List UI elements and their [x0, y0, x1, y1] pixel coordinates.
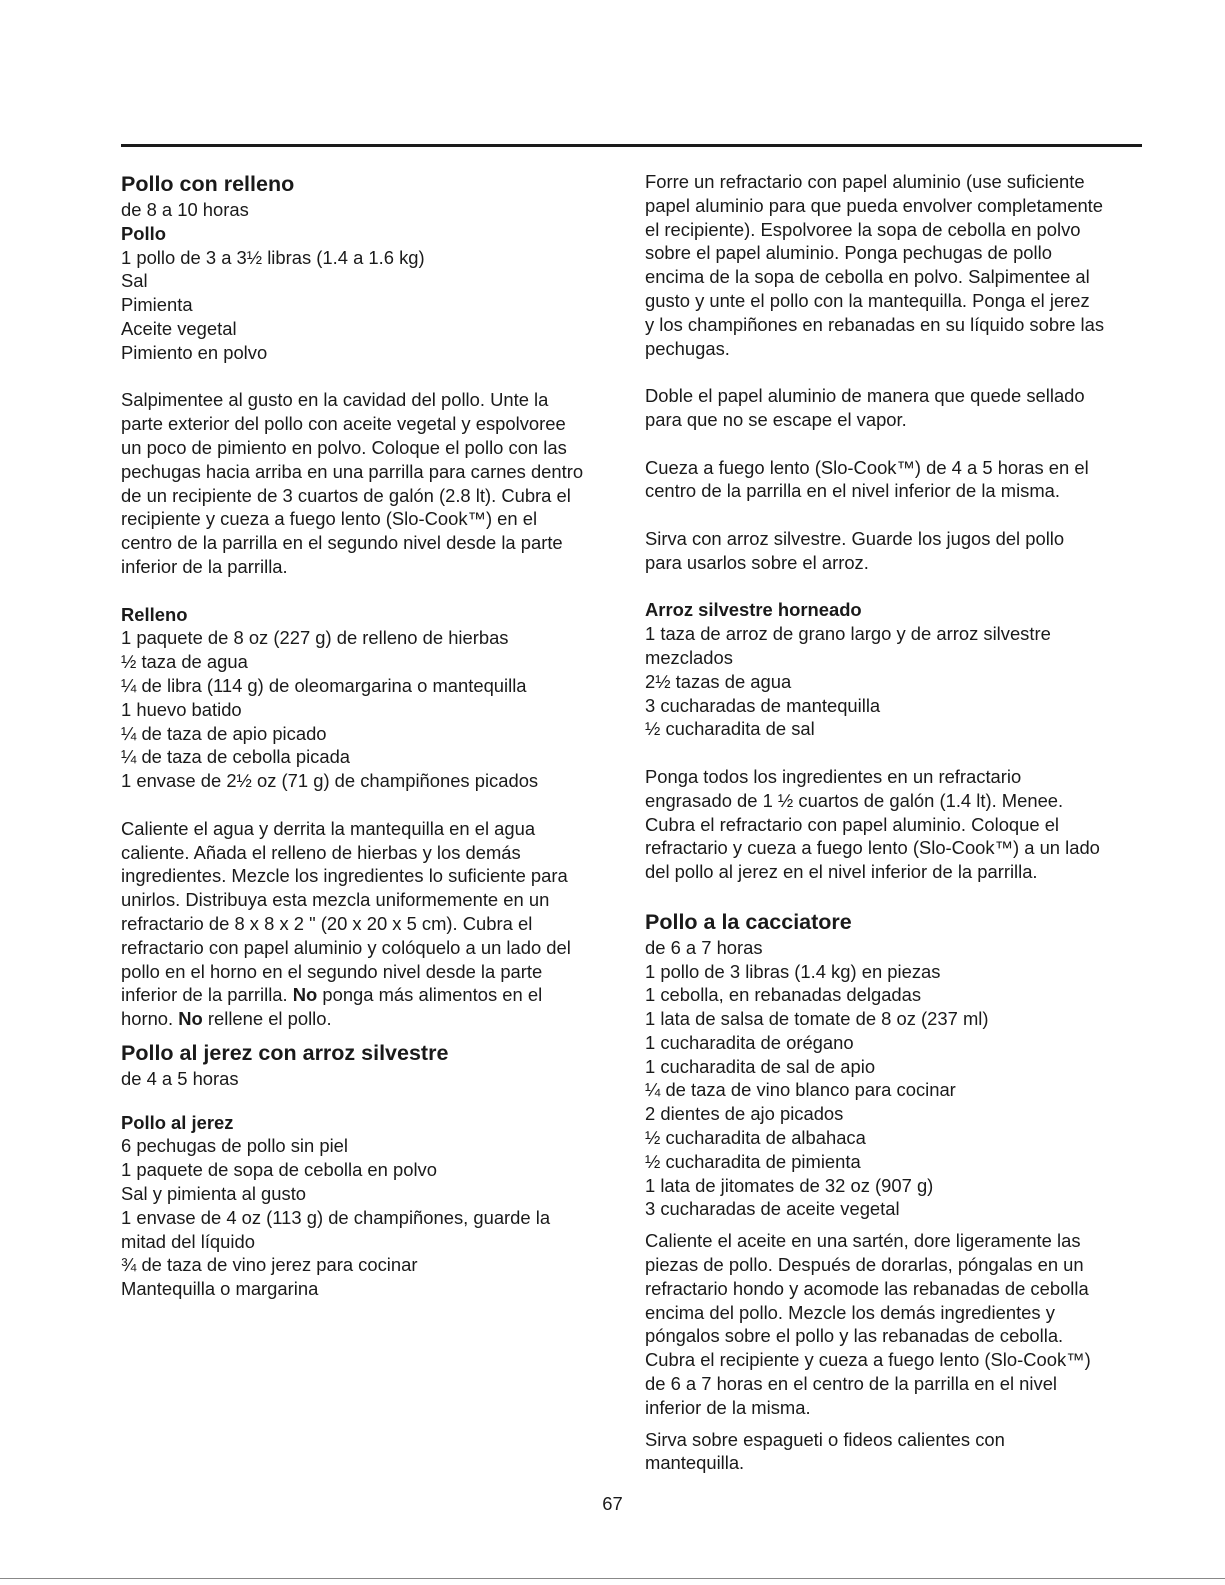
text-line: piezas de pollo. Después de dorarlas, póngalas en un: [645, 1254, 1084, 1276]
ingredient: 1 cucharadita de orégano: [645, 1031, 854, 1053]
ingredient: Aceite vegetal: [121, 317, 237, 339]
recipe-title: Pollo con relleno: [121, 172, 295, 196]
text-line: Salpimentee al gusto en la cavidad del pollo. Unte la: [121, 389, 549, 411]
text-line: Ponga todos los ingredientes en un refractario: [645, 765, 1022, 787]
cook-time: de 6 a 7 horas: [645, 936, 763, 958]
ingredient: 3 cucharadas de mantequilla: [645, 694, 881, 716]
text-line: de 6 a 7 horas en el centro de la parrilla en el nivel: [645, 1373, 1058, 1395]
text-line: refractario de 8 x 8 x 2 " (20 x 20 x 5 cm). Cubra el: [121, 912, 533, 934]
ingredient: ½ cucharadita de sal: [645, 718, 815, 740]
ingredient: 2 dientes de ajo picados: [645, 1103, 844, 1125]
text-line: Cubra el recipiente y cueza a fuego lento (Slo-Cook™): [645, 1349, 1091, 1371]
text-line: y los champiñones en rebanadas en su líquido sobre las: [645, 313, 1105, 335]
ingredient: ¼ de taza de apio picado: [121, 722, 327, 744]
ingredient: 1 lata de jitomates de 32 oz (907 g): [645, 1174, 934, 1196]
ingredient-list: [121, 1134, 621, 1301]
ingredient-list: [121, 626, 621, 793]
text-line: encima de la sopa de cebolla en polvo. Salpimentee al: [645, 266, 1090, 288]
ingredient: Sal: [121, 270, 148, 292]
instructions-paragraph: [121, 388, 621, 578]
ingredient: 1 envase de 4 oz (113 g) de champiñones, guarde la: [121, 1206, 551, 1228]
text-line: Sirva con arroz silvestre. Guarde los jugos del pollo: [645, 527, 1065, 549]
ingredient-list: [121, 246, 621, 365]
text-line: inferior de la misma.: [645, 1396, 811, 1418]
text-line: Forre un refractario con papel aluminio (use suficiente: [645, 171, 1085, 192]
text-line: Caliente el agua y derrita la mantequilla en el agua: [121, 817, 536, 839]
text-line: el recipiente). Espolvoree la sopa de cebolla en polvo: [645, 218, 1081, 240]
text-line: caliente. Añada el relleno de hierbas y los demás: [121, 841, 521, 863]
ingredient: ¼ de taza de vino blanco para cocinar: [645, 1079, 956, 1101]
ingredient: 1 taza de arroz de grano largo y de arroz silvestre: [645, 623, 1051, 645]
text-line: pechugas.: [645, 337, 730, 359]
instructions-paragraph: [645, 527, 1150, 575]
instructions-paragraph: [645, 384, 1150, 432]
text-line: encima del pollo. Mezcle los demás ingredientes y: [645, 1301, 1055, 1323]
text-line: para que no se escape el vapor.: [645, 408, 907, 430]
text-line: unirlos. Distribuya esta mezcla uniformemente en un: [121, 889, 550, 911]
recipe-title: Pollo a la cacciatore: [645, 909, 852, 934]
text-line: Cueza a fuego lento (Slo-Cook™) de 4 a 5 horas en el: [645, 456, 1089, 478]
text-line: refractario con papel aluminio y colóquelo a un lado del: [121, 936, 571, 958]
ingredient: 1 huevo batido: [121, 698, 242, 720]
instructions-paragraph: [645, 765, 1150, 884]
instructions-paragraph: [645, 170, 1150, 360]
text-line: de un recipiente de 3 cuartos de galón (2.8 lt). Cubra el: [121, 484, 571, 506]
text-line: engrasado de 1 ½ cuartos de galón (1.4 lt). Menee.: [645, 789, 1064, 811]
text-line: Caliente el aceite en una sartén, dore ligeramente las: [645, 1230, 1081, 1252]
ingredient: 1 pollo de 3 libras (1.4 kg) en piezas: [645, 960, 941, 982]
ingredient: Sal y pimienta al gusto: [121, 1183, 307, 1205]
text-line: Cubra el refractario con papel aluminio. Coloque el: [645, 813, 1060, 835]
text-line: parte exterior del pollo con aceite vegetal y espolvoree: [121, 413, 566, 435]
subheading: Relleno: [121, 603, 188, 625]
text-line: inferior de la parrilla.: [121, 555, 288, 577]
subheading: Pollo al jerez: [121, 1111, 234, 1133]
top-rule: [121, 144, 1142, 147]
text-line: sobre el papel aluminio. Ponga pechugas de pollo: [645, 242, 1052, 264]
ingredient-list: [645, 622, 1150, 741]
instructions-paragraph: [645, 1428, 1150, 1476]
subheading: Pollo: [121, 222, 166, 244]
text-line: refractario y cueza a fuego lento (Slo-Cook™) a un lado: [645, 837, 1100, 859]
ingredient: mezclados: [645, 646, 733, 668]
ingredient: 2½ tazas de agua: [645, 670, 792, 692]
text-line: pollo en el horno en el segundo nivel desde la parte: [121, 960, 543, 982]
ingredient: ¼ de taza de cebolla picada: [121, 746, 351, 768]
ingredient: ¾ de taza de vino jerez para cocinar: [121, 1254, 418, 1276]
ingredient: 1 lata de salsa de tomate de 8 oz (237 ml): [645, 1008, 989, 1030]
text-line: recipiente y cueza a fuego lento (Slo-Cook™) en el: [121, 508, 538, 530]
ingredient: Pimienta: [121, 294, 193, 316]
ingredient: 1 paquete de sopa de cebolla en polvo: [121, 1159, 437, 1181]
recipe-title: Pollo al jerez con arroz silvestre: [121, 1040, 449, 1065]
text-line: Sirva sobre espagueti o fideos calientes con: [645, 1428, 1005, 1450]
text-line: pechugas hacia arriba en una parrilla para carnes dentro: [121, 460, 584, 482]
page-number: 67: [602, 1493, 623, 1514]
cook-time: de 4 a 5 horas: [121, 1067, 239, 1089]
text-line: gusto y unte el pollo con la mantequilla. Ponga el jerez: [645, 289, 1090, 311]
ingredient: ½ taza de agua: [121, 651, 248, 673]
text-line: papel aluminio para que pueda envolver completamente: [645, 194, 1104, 216]
ingredient: ¼ de libra (114 g) de oleomargarina o mantequilla: [121, 674, 527, 696]
emphasis-no: No: [292, 984, 318, 1006]
ingredient: Mantequilla o margarina: [121, 1278, 319, 1300]
cook-time: de 8 a 10 horas: [121, 199, 249, 220]
text-line: centro de la parrilla en el segundo nivel desde la parte: [121, 532, 563, 554]
emphasis-no: No: [178, 1008, 203, 1030]
text-line: para usarlos sobre el arroz.: [645, 551, 869, 573]
text-line: refractario hondo y acomode las rebanadas de cebolla: [645, 1277, 1089, 1299]
ingredient: 6 pechugas de pollo sin piel: [121, 1135, 348, 1157]
ingredient: 1 cucharadita de sal de apio: [645, 1055, 876, 1077]
instructions-paragraph: [645, 1229, 1150, 1419]
ingredient: 3 cucharadas de aceite vegetal: [645, 1198, 900, 1220]
text-line: del pollo al jerez en el nivel inferior de la parrilla.: [645, 861, 1038, 883]
text-line: inferior de la parrilla. No ponga más alimentos en el: [121, 984, 543, 1006]
text-line: horno. No rellene el pollo.: [121, 1008, 332, 1030]
ingredient: 1 paquete de 8 oz (227 g) de relleno de hierbas: [121, 627, 509, 649]
ingredient: Pimiento en polvo: [121, 341, 268, 363]
ingredient: 1 cebolla, en rebanadas delgadas: [645, 984, 922, 1006]
ingredient-list: [645, 960, 1150, 1222]
text-line: Doble el papel aluminio de manera que quede sellado: [645, 385, 1085, 407]
text-line: un poco de pimiento en polvo. Coloque el pollo con las: [121, 436, 567, 458]
subheading: Arroz silvestre horneado: [645, 599, 862, 621]
ingredient: 1 envase de 2½ oz (71 g) de champiñones picados: [121, 770, 539, 792]
left-column: [121, 170, 621, 1301]
ingredient: ½ cucharadita de albahaca: [645, 1127, 866, 1149]
ingredient: mitad del líquido: [121, 1230, 255, 1252]
text-line: póngalos sobre el pollo y las rebanadas de cebolla.: [645, 1325, 1064, 1347]
bottom-rule: [0, 1578, 1225, 1579]
right-column: [645, 170, 1150, 1475]
text-line: ingredientes. Mezcle los ingredientes lo suficiente para: [121, 865, 568, 887]
text-line: mantequilla.: [645, 1452, 745, 1474]
instructions-paragraph: [645, 456, 1150, 504]
text-line: centro de la parrilla en el nivel inferior de la misma.: [645, 480, 1061, 502]
instructions-paragraph: [121, 817, 621, 1031]
ingredient: ½ cucharadita de pimienta: [645, 1150, 861, 1172]
ingredient: 1 pollo de 3 a 3½ libras (1.4 a 1.6 kg): [121, 246, 425, 268]
